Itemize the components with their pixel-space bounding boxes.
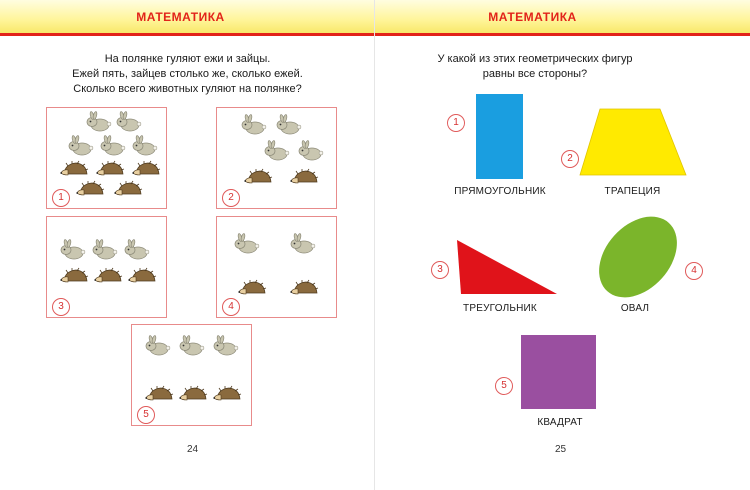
rabbit-icon [145,336,171,356]
hedgehog-icon [238,280,266,296]
left-header-rule [0,33,375,36]
right-page-header [375,0,750,33]
rabbit-icon [100,136,126,156]
rabbit-icon [264,141,290,161]
right-question [420,52,650,82]
rabbit-icon [276,115,302,135]
right-header-rule [375,33,750,36]
hedgehog-icon [60,268,88,284]
hedgehog-icon [213,386,241,402]
left-question-line-1: На полянке гуляют ежи и зайцы. [104,53,271,65]
hedgehog-icon [60,161,88,177]
option-number-4: 4 [222,298,240,316]
hedgehog-icon [179,386,207,402]
right-question-line-1: У какой из этих геометрических фигур [437,53,633,65]
rabbit-icon [132,136,158,156]
rabbit-icon [213,336,239,356]
shape-number-5[interactable]: 5 [495,377,513,395]
hedgehog-icon [96,161,124,177]
rabbit-icon [298,141,324,161]
left-question-line-3: Сколько всего животных гуляют на полянке? [73,83,302,95]
rabbit-icon [290,234,316,254]
triangle-shape[interactable] [455,238,559,296]
rabbit-icon [116,112,142,132]
rabbit-icon [92,240,118,260]
right-page [375,0,750,490]
hedgehog-icon [132,161,160,177]
rectangle-label: ПРЯМОУГОЛЬНИК [454,186,546,197]
hedgehog-icon [128,268,156,284]
shape-number-4[interactable]: 4 [685,262,703,280]
hedgehog-icon [76,181,104,197]
left-header-title: МАТЕМАТИКА [136,10,225,24]
rabbit-icon [86,112,112,132]
trapezoid-shape[interactable] [578,107,688,177]
shape-number-1[interactable]: 1 [447,114,465,132]
oval-shape[interactable] [593,210,683,305]
oval-label: ОВАЛ [620,303,650,314]
shape-number-2[interactable]: 2 [561,150,579,168]
hedgehog-icon [290,280,318,296]
rabbit-icon [179,336,205,356]
rabbit-icon [234,234,260,254]
hedgehog-icon [290,169,318,185]
rabbit-icon [60,240,86,260]
option-number-1: 1 [52,189,70,207]
left-question [35,52,340,97]
left-question-line-2: Ежей пять, зайцев столько же, сколько ежей. [72,68,303,80]
left-page-header [0,0,375,33]
left-page-number: 24 [187,444,199,455]
option-number-3: 3 [52,298,70,316]
right-page-number: 25 [555,444,567,455]
square-shape[interactable] [521,335,596,409]
option-box-3[interactable] [46,216,167,318]
hedgehog-icon [94,268,122,284]
right-question-line-2: равны все стороны? [482,68,588,80]
right-header-title: МАТЕМАТИКА [488,10,577,24]
rabbit-icon [241,115,267,135]
option-number-5: 5 [137,406,155,424]
hedgehog-icon [114,181,142,197]
rabbit-icon [68,136,94,156]
square-label: КВАДРАТ [537,417,583,428]
triangle-label: ТРЕУГОЛЬНИК [463,303,537,314]
trapezoid-label: ТРАПЕЦИЯ [604,186,661,197]
option-box-4[interactable] [216,216,337,318]
hedgehog-icon [145,386,173,402]
rectangle-shape[interactable] [476,94,523,179]
shape-number-3[interactable]: 3 [431,261,449,279]
rabbit-icon [124,240,150,260]
hedgehog-icon [244,169,272,185]
option-number-2: 2 [222,189,240,207]
